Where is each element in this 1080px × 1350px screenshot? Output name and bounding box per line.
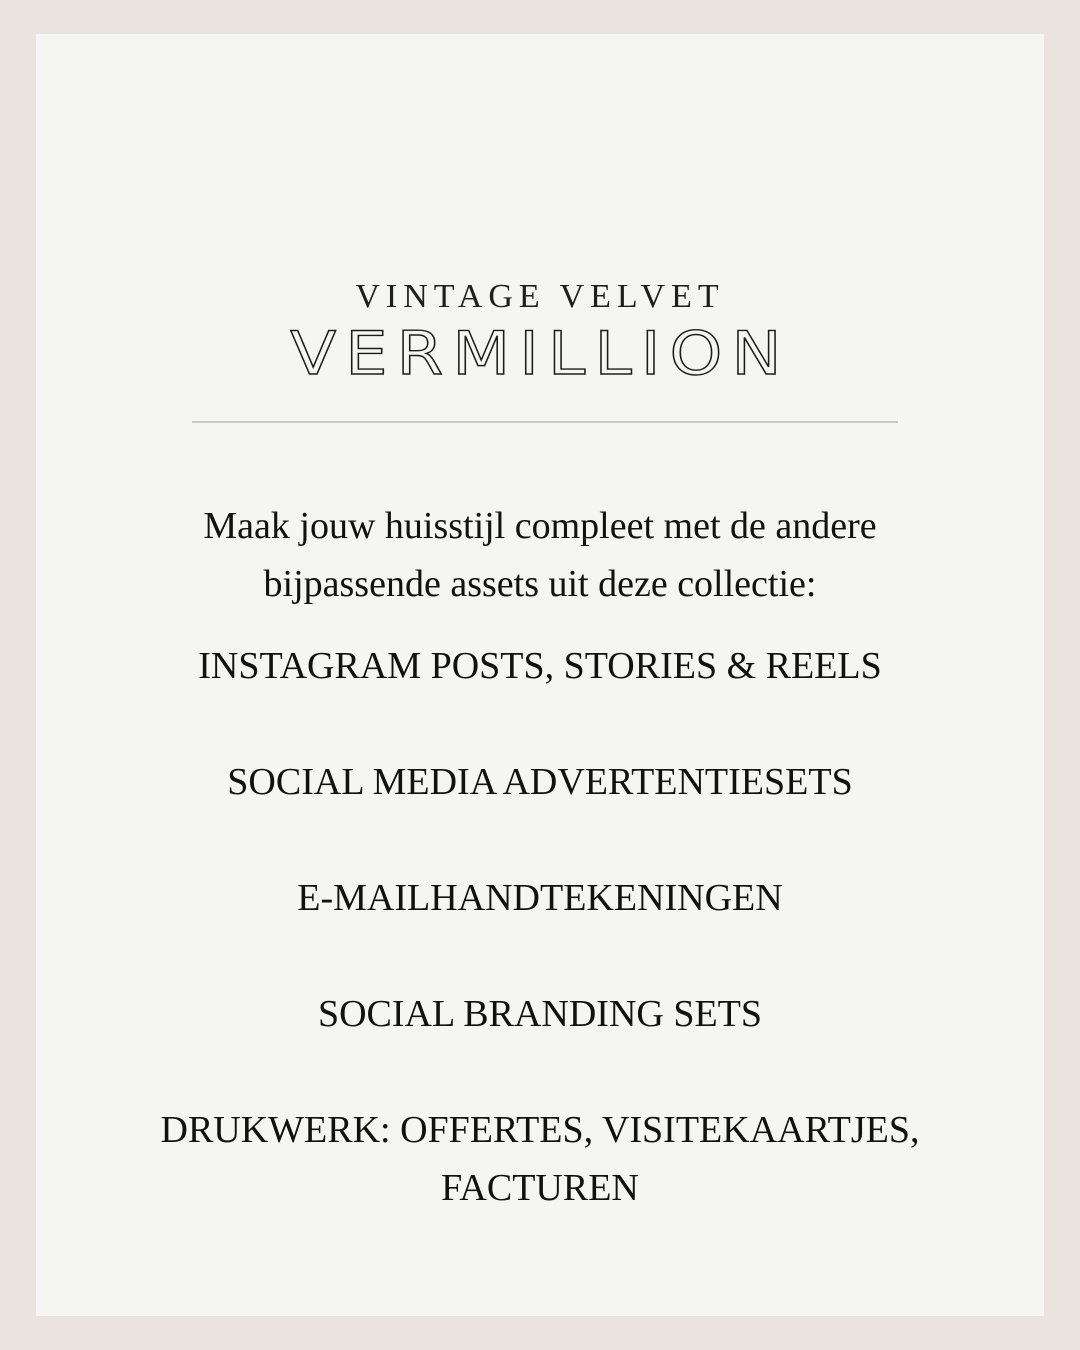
list-item-label: SOCIAL MEDIA ADVERTENTIESETS: [227, 761, 853, 803]
list-item-label-line-1: DRUKWERK: OFFERTES, VISITEKAARTJES,: [160, 1109, 920, 1151]
list-item-social-branding: [36, 985, 1044, 1043]
divider: [192, 421, 898, 423]
intro-text: [36, 497, 1044, 613]
brand-title-text: VERMILLION: [289, 319, 791, 389]
intro-line-2: bijpassende assets uit deze collectie:: [263, 563, 817, 605]
list-item-ads: [36, 753, 1044, 811]
list-item-label: E-MAILHANDTEKENINGEN: [297, 877, 783, 919]
list-item-label-line-2: FACTUREN: [441, 1167, 639, 1209]
content-card: [36, 34, 1044, 1316]
brand-eyebrow: VINTAGE VELVET: [355, 278, 725, 315]
brand-title: [36, 319, 1044, 389]
list-item-label: INSTAGRAM POSTS, STORIES & REELS: [198, 645, 882, 687]
list-item-label: SOCIAL BRANDING SETS: [317, 993, 763, 1035]
intro-line-1: Maak jouw huisstijl compleet met de andere: [203, 505, 877, 547]
list-item-print: [36, 1101, 1044, 1217]
list-item-email-signatures: [36, 869, 1044, 927]
list-item-instagram: [36, 637, 1044, 695]
